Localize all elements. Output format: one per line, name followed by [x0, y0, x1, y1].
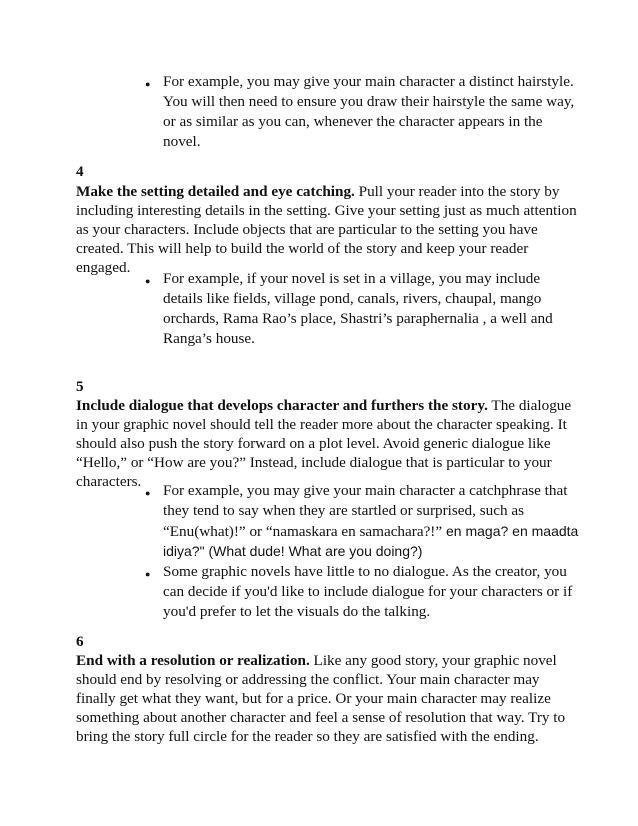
- section-body-line: finally get what they want, but for a price. Or your main character may realize: [76, 690, 551, 707]
- section-body-line: created. This will help to build the world of the story and keep your reader: [76, 240, 529, 257]
- section-number: 6: [76, 633, 84, 650]
- section-body-line: engaged.: [76, 259, 131, 276]
- section-text: The dialogue: [487, 397, 572, 414]
- intro-bullet-line: or as similar as you can, whenever the character appears in the: [163, 113, 543, 130]
- section-text: Like any good story, your graphic novel: [309, 652, 557, 669]
- catchphrase-text-sans: en maga? en maadta: [442, 523, 579, 539]
- section-body-line: bring the story full circle for the reader so they are satisfied with the ending.: [76, 728, 539, 745]
- section-bullet-line: For example, you may give your main character a catchphrase that: [163, 482, 568, 499]
- section-body-line: “Hello,” or “How are you?” Instead, include dialogue that is particular to your: [76, 454, 552, 471]
- section-bullet-line: they tend to say when they are startled or surprised, such as: [163, 502, 525, 519]
- section-heading: End with a resolution or realization.: [76, 652, 310, 669]
- catchphrase-text: “Enu(what)!” or “namaskara en samachara?!”: [163, 523, 443, 540]
- section-bullet-line: Ranga’s house.: [163, 330, 255, 347]
- section-body-line: in your graphic novel should tell the reader more about the character speaking. It: [76, 416, 567, 433]
- section-body-line: should end by resolving or addressing the conflict. Your main character may: [76, 671, 540, 688]
- section-body-line: as your characters. Include objects that are particular to the setting you have: [76, 221, 538, 238]
- section-first-line: [76, 183, 559, 201]
- section-body-line: should also push the story forward on a plot level. Avoid generic dialogue like: [76, 435, 551, 452]
- section-body-line: including interesting details in the setting. Give your setting just as much attention: [76, 202, 577, 219]
- section-bullet-line: can decide if you'd like to include dialogue for your characters or if: [163, 583, 573, 600]
- section-heading: Include dialogue that develops character and furthers the story.: [76, 397, 488, 414]
- bullet-marker: ●: [145, 79, 151, 89]
- section-number: 4: [76, 163, 84, 180]
- section-first-line: [76, 397, 571, 415]
- intro-bullet-line: For example, you may give your main character a distinct hairstyle.: [163, 73, 574, 90]
- section-bullet-line: idiya?" (What dude! What are you doing?): [163, 543, 423, 559]
- section-bullet-line: details like fields, village pond, canals, rivers, chaupal, mango: [163, 290, 542, 307]
- section-bullet-line: For example, if your novel is set in a village, you may include: [163, 270, 541, 287]
- bullet-marker: ●: [145, 488, 151, 498]
- section-bullet-line: [163, 522, 578, 541]
- bullet-marker: ●: [145, 276, 151, 286]
- section-bullet-line: orchards, Rama Rao’s place, Shastri’s paraphernalia , a well and: [163, 310, 553, 327]
- section-body-line: something about another character and feel a sense of resolution that way. Try to: [76, 709, 566, 726]
- section-body-line: characters.: [76, 473, 142, 490]
- section-number: 5: [76, 378, 84, 395]
- section-text: Pull your reader into the story by: [354, 183, 560, 200]
- section-bullet-line: Some graphic novels have little to no dialogue. As the creator, you: [163, 563, 567, 580]
- section-first-line: [76, 652, 557, 670]
- intro-bullet-line: novel.: [163, 133, 201, 150]
- section-heading: Make the setting detailed and eye catching.: [76, 183, 355, 200]
- section-bullet-line: you'd prefer to let the visuals do the talking.: [163, 603, 431, 620]
- intro-bullet-line: You will then need to ensure you draw their hairstyle the same way,: [163, 93, 575, 110]
- bullet-marker: ●: [145, 569, 151, 579]
